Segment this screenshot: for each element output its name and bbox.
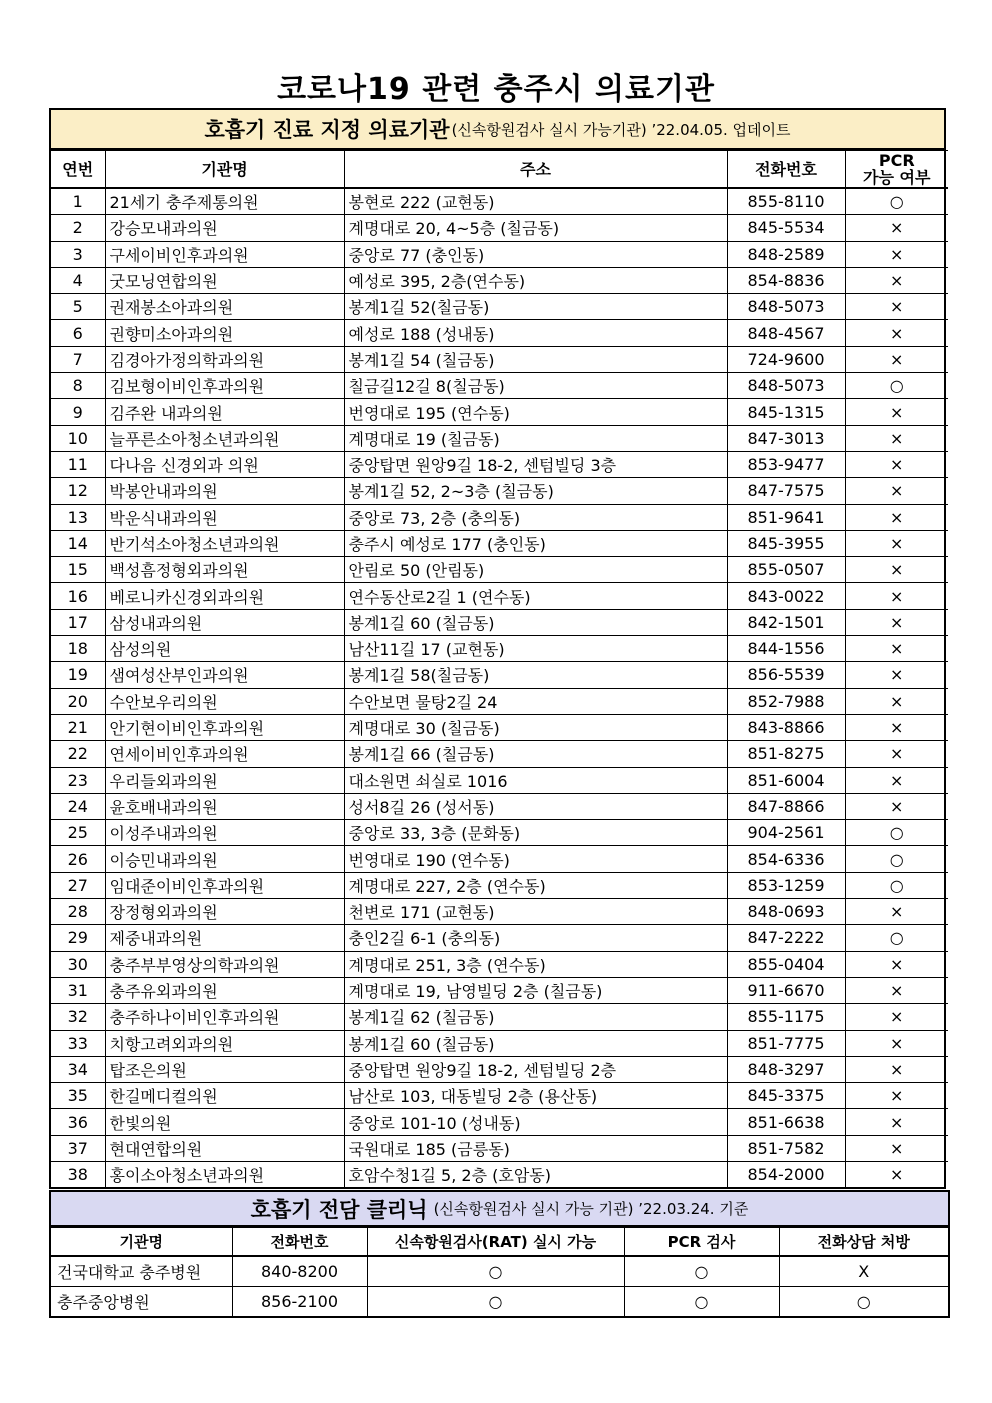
cell-pcr: ○ xyxy=(624,1256,779,1287)
cell-address: 충주시 예성로 177 (충인동) xyxy=(344,530,727,556)
cell-pcr: ○ xyxy=(845,872,948,898)
table-row xyxy=(51,977,948,1003)
cell-pcr: × xyxy=(845,346,948,372)
cell-pcr: × xyxy=(845,688,948,714)
cell-phone: 856-5539 xyxy=(727,662,845,688)
cell-address: 계명대로 19, 남영빌딩 2층 (칠금동) xyxy=(344,977,727,1003)
cell-phone: 855-0404 xyxy=(727,951,845,977)
cell-phone: 848-0693 xyxy=(727,899,845,925)
cell-number: 4 xyxy=(51,267,105,293)
column-header-pcr: PCR 검사 xyxy=(624,1228,779,1257)
cell-phone: 845-3375 xyxy=(727,1083,845,1109)
cell-address: 봉계1길 58(칠금동) xyxy=(344,662,727,688)
table-row xyxy=(51,609,948,635)
column-header-phone: 전화번호 xyxy=(727,151,845,189)
cell-pcr: × xyxy=(845,1109,948,1135)
column-header-rat: 신속항원검사(RAT) 실시 가능 xyxy=(367,1228,624,1257)
cell-address: 중앙로 77 (충인동) xyxy=(344,241,727,267)
section1-subheading: (신속항원검사 실시 가능기관) ’22.04.05. 업데이트 xyxy=(451,120,791,139)
table-row xyxy=(51,820,948,846)
cell-institution: 김보형이비인후과의원 xyxy=(105,373,344,399)
cell-number: 30 xyxy=(51,951,105,977)
section2-heading: 호흡기 전담 클리닉 xyxy=(250,1197,428,1222)
cell-institution: 탑조은의원 xyxy=(105,1056,344,1082)
respiratory-clinics-table xyxy=(51,1227,948,1316)
cell-number: 16 xyxy=(51,583,105,609)
designated-clinics-table xyxy=(51,150,948,1187)
cell-number: 28 xyxy=(51,899,105,925)
cell-pcr: × xyxy=(845,583,948,609)
section1-heading: 호흡기 진료 지정 의료기관 xyxy=(204,118,450,142)
cell-phone: 851-7582 xyxy=(727,1135,845,1161)
cell-phone: 848-2589 xyxy=(727,241,845,267)
cell-number: 17 xyxy=(51,609,105,635)
cell-phone: 851-9641 xyxy=(727,504,845,530)
cell-address: 칠금길12길 8(칠금동) xyxy=(344,373,727,399)
cell-phone: 848-5073 xyxy=(727,373,845,399)
cell-number: 11 xyxy=(51,451,105,477)
cell-institution: 구세이비인후과의원 xyxy=(105,241,344,267)
cell-institution: 연세이비인후과의원 xyxy=(105,741,344,767)
cell-address: 중앙로 33, 3층 (문화동) xyxy=(344,820,727,846)
cell-institution: 박운식내과의원 xyxy=(105,504,344,530)
cell-number: 15 xyxy=(51,557,105,583)
cell-pcr: × xyxy=(845,320,948,346)
table-row xyxy=(51,583,948,609)
table-row xyxy=(51,557,948,583)
cell-number: 31 xyxy=(51,977,105,1003)
cell-phone: 851-7775 xyxy=(727,1030,845,1056)
cell-address: 천변로 171 (교현동) xyxy=(344,899,727,925)
cell-phone: 840-8200 xyxy=(232,1256,367,1287)
cell-address: 국원대로 185 (금릉동) xyxy=(344,1135,727,1161)
table-row xyxy=(51,1135,948,1161)
cell-institution: 삼성내과의원 xyxy=(105,609,344,635)
cell-address: 번영대로 190 (연수동) xyxy=(344,846,727,872)
column-header-institution: 기관명 xyxy=(51,1228,232,1257)
table-row xyxy=(51,714,948,740)
cell-pcr: × xyxy=(845,662,948,688)
table-row xyxy=(51,872,948,898)
cell-pcr: ○ xyxy=(845,373,948,399)
cell-pcr: × xyxy=(845,1135,948,1161)
column-header-address: 주소 xyxy=(344,151,727,189)
cell-institution: 이성주내과의원 xyxy=(105,820,344,846)
cell-pcr: × xyxy=(845,215,948,241)
cell-phone: 904-2561 xyxy=(727,820,845,846)
cell-phone: 844-1556 xyxy=(727,636,845,662)
table-row xyxy=(51,267,948,293)
cell-institution: 21세기 충주제통의원 xyxy=(105,188,344,215)
cell-pcr: × xyxy=(845,294,948,320)
cell-phone: 851-6004 xyxy=(727,767,845,793)
cell-pcr: × xyxy=(845,899,948,925)
cell-pcr: × xyxy=(845,530,948,556)
cell-pcr: × xyxy=(845,399,948,425)
cell-address: 호암수청1길 5, 2층 (호암동) xyxy=(344,1161,727,1187)
cell-pcr: × xyxy=(845,636,948,662)
cell-number: 24 xyxy=(51,793,105,819)
cell-number: 1 xyxy=(51,188,105,215)
cell-phone: 845-1315 xyxy=(727,399,845,425)
table-row xyxy=(51,1004,948,1030)
cell-address: 봉계1길 66 (칠금동) xyxy=(344,741,727,767)
cell-number: 23 xyxy=(51,767,105,793)
cell-pcr: × xyxy=(845,767,948,793)
cell-number: 21 xyxy=(51,714,105,740)
cell-institution: 장정형외과의원 xyxy=(105,899,344,925)
table-row xyxy=(51,346,948,372)
cell-institution: 충주유외과의원 xyxy=(105,977,344,1003)
table-row xyxy=(51,188,948,215)
cell-pcr: × xyxy=(845,609,948,635)
cell-pcr: × xyxy=(845,977,948,1003)
cell-number: 37 xyxy=(51,1135,105,1161)
cell-institution: 강승모내과의원 xyxy=(105,215,344,241)
cell-address: 계명대로 251, 3층 (연수동) xyxy=(344,951,727,977)
table-row xyxy=(51,1030,948,1056)
column-header-phone-consult: 전화상담 처방 xyxy=(779,1228,948,1257)
cell-institution: 현대연합의원 xyxy=(105,1135,344,1161)
cell-phone: 853-9477 xyxy=(727,451,845,477)
cell-address: 봉계1길 60 (칠금동) xyxy=(344,609,727,635)
respiratory-clinics-header xyxy=(51,1192,948,1227)
table-row xyxy=(51,636,948,662)
designated-clinics-header xyxy=(51,110,944,150)
cell-pcr: ○ xyxy=(624,1287,779,1317)
cell-phone: 854-8836 xyxy=(727,267,845,293)
cell-phone: 911-6670 xyxy=(727,977,845,1003)
respiratory-clinics-section xyxy=(49,1190,950,1318)
cell-number: 36 xyxy=(51,1109,105,1135)
cell-institution: 치항고려외과의원 xyxy=(105,1030,344,1056)
cell-number: 35 xyxy=(51,1083,105,1109)
cell-number: 20 xyxy=(51,688,105,714)
table-row xyxy=(51,320,948,346)
cell-pcr: × xyxy=(845,951,948,977)
cell-address: 안림로 50 (안림동) xyxy=(344,557,727,583)
cell-address: 예성로 188 (성내동) xyxy=(344,320,727,346)
cell-phone: 845-5534 xyxy=(727,215,845,241)
cell-institution: 건국대학교 충주병원 xyxy=(51,1256,232,1287)
cell-phone: 848-3297 xyxy=(727,1056,845,1082)
cell-pcr: × xyxy=(845,1030,948,1056)
table-row xyxy=(51,478,948,504)
cell-phone: 847-3013 xyxy=(727,425,845,451)
cell-address: 봉계1길 60 (칠금동) xyxy=(344,1030,727,1056)
cell-number: 33 xyxy=(51,1030,105,1056)
cell-institution: 임대준이비인후과의원 xyxy=(105,872,344,898)
table-row xyxy=(51,925,948,951)
cell-phone: 843-8866 xyxy=(727,714,845,740)
cell-address: 남산11길 17 (교현동) xyxy=(344,636,727,662)
column-header-phone: 전화번호 xyxy=(232,1228,367,1257)
cell-institution: 반기석소아청소년과의원 xyxy=(105,530,344,556)
cell-institution: 이승민내과의원 xyxy=(105,846,344,872)
column-header-pcr: PCR 가능 여부 xyxy=(845,151,948,189)
cell-institution: 김주완 내과의원 xyxy=(105,399,344,425)
table-row xyxy=(51,662,948,688)
cell-address: 예성로 395, 2층(연수동) xyxy=(344,267,727,293)
cell-address: 계명대로 30 (칠금동) xyxy=(344,714,727,740)
cell-number: 12 xyxy=(51,478,105,504)
table-row xyxy=(51,215,948,241)
cell-institution: 다나음 신경외과 의원 xyxy=(105,451,344,477)
cell-institution: 김경아가정의학과의원 xyxy=(105,346,344,372)
cell-institution: 삼성의원 xyxy=(105,636,344,662)
cell-number: 8 xyxy=(51,373,105,399)
cell-address: 계명대로 227, 2층 (연수동) xyxy=(344,872,727,898)
cell-institution: 베로니카신경외과의원 xyxy=(105,583,344,609)
cell-address: 번영대로 195 (연수동) xyxy=(344,399,727,425)
cell-address: 봉계1길 62 (칠금동) xyxy=(344,1004,727,1030)
cell-institution: 충주중앙병원 xyxy=(51,1287,232,1317)
table-row xyxy=(51,1056,948,1082)
section2-subheading: (신속항원검사 실시 가능 기관) ’22.03.24. 기준 xyxy=(433,1200,749,1218)
cell-address: 중앙탑면 원앙9길 18-2, 센텀빌딩 2층 xyxy=(344,1056,727,1082)
cell-pcr: × xyxy=(845,793,948,819)
cell-address: 봉현로 222 (교현동) xyxy=(344,188,727,215)
designated-clinics-section xyxy=(49,108,946,1189)
cell-institution: 제중내과의원 xyxy=(105,925,344,951)
table-row xyxy=(51,951,948,977)
cell-phone: 847-8866 xyxy=(727,793,845,819)
cell-phone-consult: X xyxy=(779,1256,948,1287)
table-row xyxy=(51,399,948,425)
table-row xyxy=(51,425,948,451)
table-row xyxy=(51,451,948,477)
cell-number: 2 xyxy=(51,215,105,241)
cell-institution: 늘푸른소아청소년과의원 xyxy=(105,425,344,451)
page-title: 코로나19 관련 충주시 의료기관 xyxy=(277,72,715,107)
cell-pcr: × xyxy=(845,241,948,267)
cell-institution: 홍이소아청소년과의원 xyxy=(105,1161,344,1187)
cell-address: 봉계1길 54 (칠금동) xyxy=(344,346,727,372)
cell-phone: 854-2000 xyxy=(727,1161,845,1187)
cell-phone: 851-8275 xyxy=(727,741,845,767)
cell-pcr: ○ xyxy=(845,925,948,951)
column-header-number: 연번 xyxy=(51,151,105,189)
cell-rat: ○ xyxy=(367,1287,624,1317)
cell-institution: 한길메디컬의원 xyxy=(105,1083,344,1109)
cell-phone: 845-3955 xyxy=(727,530,845,556)
cell-address: 중앙로 73, 2층 (충의동) xyxy=(344,504,727,530)
cell-institution: 충주부부영상의학과의원 xyxy=(105,951,344,977)
cell-pcr: ○ xyxy=(845,188,948,215)
cell-pcr: × xyxy=(845,451,948,477)
cell-address: 봉계1길 52(칠금동) xyxy=(344,294,727,320)
column-header-institution: 기관명 xyxy=(105,151,344,189)
cell-phone: 851-6638 xyxy=(727,1109,845,1135)
cell-address: 수안보면 물탕2길 24 xyxy=(344,688,727,714)
cell-address: 중앙로 101-10 (성내동) xyxy=(344,1109,727,1135)
table-row xyxy=(51,1287,948,1317)
table-row xyxy=(51,767,948,793)
cell-pcr: × xyxy=(845,1004,948,1030)
cell-phone: 853-1259 xyxy=(727,872,845,898)
cell-number: 38 xyxy=(51,1161,105,1187)
cell-pcr: × xyxy=(845,1161,948,1187)
cell-rat: ○ xyxy=(367,1256,624,1287)
table-row xyxy=(51,793,948,819)
table-row xyxy=(51,373,948,399)
cell-pcr: ○ xyxy=(845,846,948,872)
cell-address: 성서8길 26 (성서동) xyxy=(344,793,727,819)
cell-number: 34 xyxy=(51,1056,105,1082)
cell-number: 26 xyxy=(51,846,105,872)
cell-number: 27 xyxy=(51,872,105,898)
table-row xyxy=(51,899,948,925)
cell-address: 남산로 103, 대동빌딩 2층 (용산동) xyxy=(344,1083,727,1109)
cell-phone: 848-5073 xyxy=(727,294,845,320)
table-row xyxy=(51,846,948,872)
cell-phone: 855-1175 xyxy=(727,1004,845,1030)
cell-phone: 842-1501 xyxy=(727,609,845,635)
table-row xyxy=(51,1083,948,1109)
table-header-row xyxy=(51,151,948,189)
cell-number: 29 xyxy=(51,925,105,951)
cell-pcr: × xyxy=(845,267,948,293)
cell-pcr: × xyxy=(845,741,948,767)
table-row xyxy=(51,741,948,767)
table-row xyxy=(51,1161,948,1187)
cell-phone: 847-2222 xyxy=(727,925,845,951)
table-row xyxy=(51,1256,948,1287)
cell-pcr: × xyxy=(845,504,948,530)
cell-institution: 백성흠정형외과의원 xyxy=(105,557,344,583)
table-header-row xyxy=(51,1228,948,1257)
cell-phone: 848-4567 xyxy=(727,320,845,346)
cell-pcr: × xyxy=(845,1083,948,1109)
cell-institution: 굿모닝연합의원 xyxy=(105,267,344,293)
cell-number: 6 xyxy=(51,320,105,346)
table-row xyxy=(51,294,948,320)
cell-address: 충인2길 6-1 (충의동) xyxy=(344,925,727,951)
cell-institution: 권재봉소아과의원 xyxy=(105,294,344,320)
cell-pcr: × xyxy=(845,714,948,740)
table-row xyxy=(51,1109,948,1135)
cell-number: 9 xyxy=(51,399,105,425)
cell-institution: 충주하나이비인후과의원 xyxy=(105,1004,344,1030)
cell-number: 25 xyxy=(51,820,105,846)
cell-phone: 855-0507 xyxy=(727,557,845,583)
cell-phone-consult: ○ xyxy=(779,1287,948,1317)
cell-pcr: ○ xyxy=(845,820,948,846)
table-row xyxy=(51,530,948,556)
cell-pcr: × xyxy=(845,1056,948,1082)
cell-phone: 856-2100 xyxy=(232,1287,367,1317)
cell-phone: 847-7575 xyxy=(727,478,845,504)
cell-institution: 우리들외과의원 xyxy=(105,767,344,793)
cell-number: 32 xyxy=(51,1004,105,1030)
cell-pcr: × xyxy=(845,478,948,504)
cell-institution: 수안보우리의원 xyxy=(105,688,344,714)
cell-institution: 윤호배내과의원 xyxy=(105,793,344,819)
cell-institution: 한빛의원 xyxy=(105,1109,344,1135)
cell-address: 계명대로 20, 4~5층 (칠금동) xyxy=(344,215,727,241)
cell-address: 대소원면 쇠실로 1016 xyxy=(344,767,727,793)
cell-institution: 샘여성산부인과의원 xyxy=(105,662,344,688)
cell-pcr: × xyxy=(845,425,948,451)
cell-number: 18 xyxy=(51,636,105,662)
cell-number: 3 xyxy=(51,241,105,267)
cell-number: 13 xyxy=(51,504,105,530)
table-row xyxy=(51,504,948,530)
cell-number: 19 xyxy=(51,662,105,688)
cell-number: 22 xyxy=(51,741,105,767)
cell-number: 5 xyxy=(51,294,105,320)
cell-institution: 권향미소아과의원 xyxy=(105,320,344,346)
table-row xyxy=(51,241,948,267)
cell-address: 중앙탑면 원앙9길 18-2, 센텀빌딩 3층 xyxy=(344,451,727,477)
cell-pcr: × xyxy=(845,557,948,583)
cell-address: 계명대로 19 (칠금동) xyxy=(344,425,727,451)
cell-number: 14 xyxy=(51,530,105,556)
cell-institution: 박봉안내과의원 xyxy=(105,478,344,504)
cell-phone: 843-0022 xyxy=(727,583,845,609)
cell-number: 7 xyxy=(51,346,105,372)
table-row xyxy=(51,688,948,714)
cell-phone: 852-7988 xyxy=(727,688,845,714)
cell-address: 연수동산로2길 1 (연수동) xyxy=(344,583,727,609)
cell-institution: 안기현이비인후과의원 xyxy=(105,714,344,740)
cell-phone: 724-9600 xyxy=(727,346,845,372)
cell-phone: 854-6336 xyxy=(727,846,845,872)
cell-number: 10 xyxy=(51,425,105,451)
cell-address: 봉계1길 52, 2~3층 (칠금동) xyxy=(344,478,727,504)
cell-phone: 855-8110 xyxy=(727,188,845,215)
